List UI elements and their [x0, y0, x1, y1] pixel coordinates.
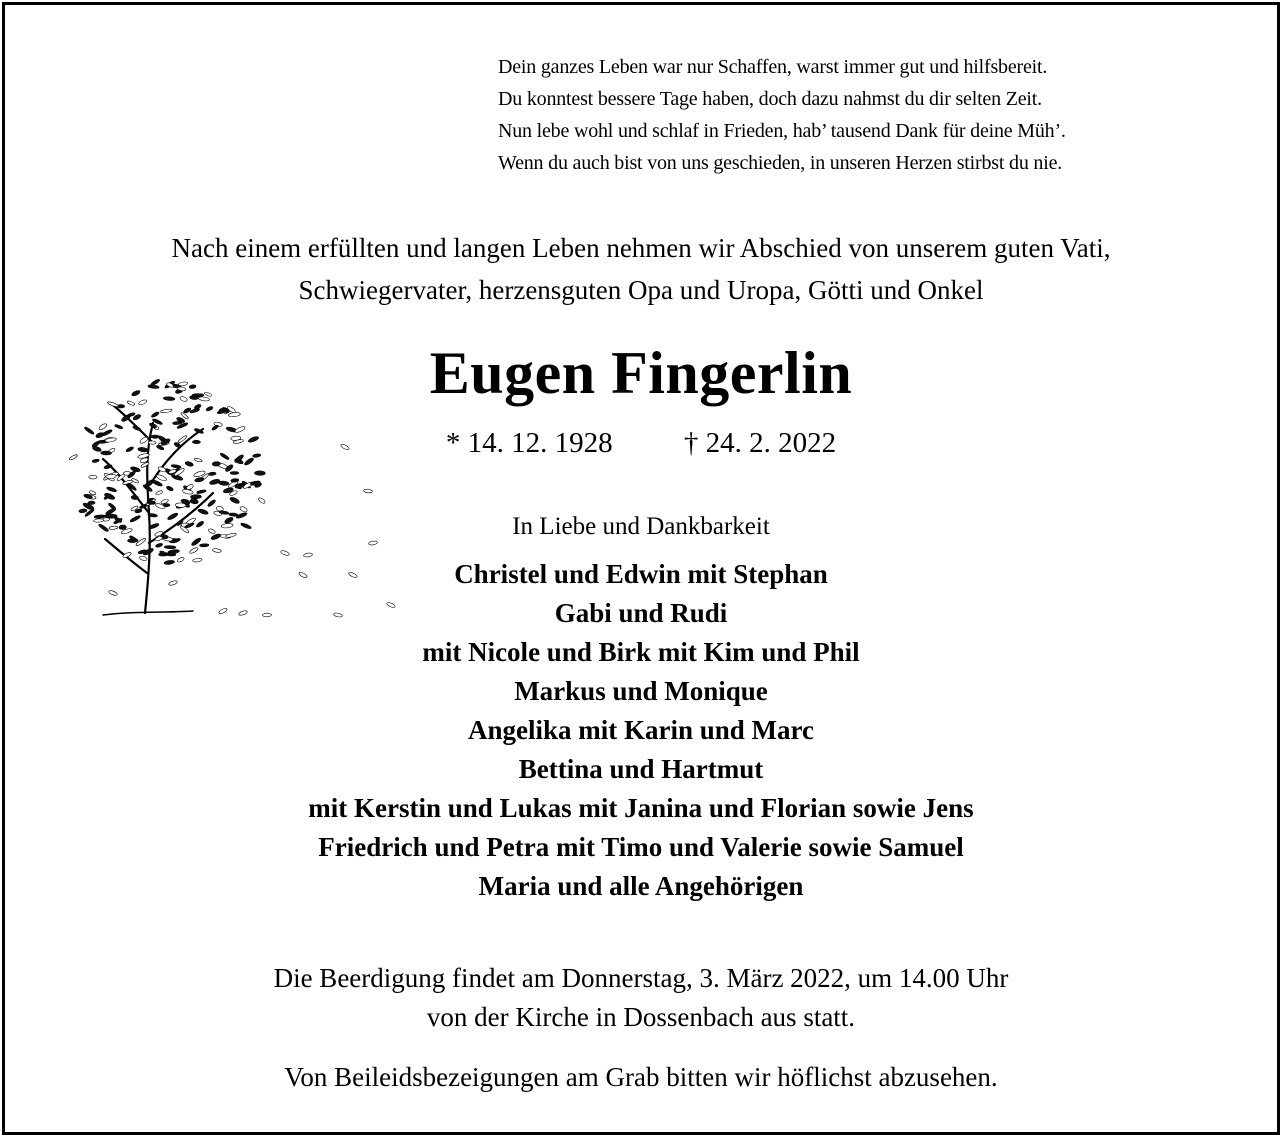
obituary-notice: [2, 2, 1280, 1135]
intro-line: Schwiegervater, herzensguten Opa und Uropa, Götti und Onkel: [298, 275, 984, 305]
deceased-name: Eugen Fingerlin: [429, 340, 853, 406]
mourner-line: Markus und Monique: [514, 676, 768, 706]
intro-line: Nach einem erfüllten und langen Leben nehmen wir Abschied von unserem guten Vati,: [171, 233, 1111, 263]
intro-text: [5, 227, 1277, 311]
life-dates: [5, 423, 1277, 463]
poem: [498, 51, 1258, 179]
mourner-line: Gabi und Rudi: [554, 598, 728, 628]
funeral-info: [5, 959, 1277, 1037]
funeral-line: Die Beerdigung findet am Donnerstag, 3. März 2022, um 14.00 Uhr: [273, 963, 1009, 993]
mourner-line: Maria und alle Angehörigen: [478, 871, 804, 901]
poem-line: Wenn du auch bist von uns geschieden, in unseren Herzen stirbst du nie.: [498, 152, 1063, 174]
funeral-line: von der Kirche in Dossenbach aus statt.: [426, 1002, 856, 1032]
mourner-line: Angelika mit Karin und Marc: [467, 715, 815, 745]
mourner-line: Friedrich und Petra mit Timo und Valerie sowie Samuel: [318, 832, 964, 862]
birth-date: * 14. 12. 1928: [445, 427, 613, 459]
mourner-line: Christel und Edwin mit Stephan: [454, 559, 828, 589]
poem-line: Nun lebe wohl und schlaf in Frieden, hab’ tausend Dank für deine Müh’.: [498, 120, 1066, 142]
death-date: † 24. 2. 2022: [683, 427, 837, 459]
mourner-line: mit Nicole und Birk mit Kim und Phil: [422, 637, 860, 667]
mourners-list: [5, 555, 1277, 906]
mourner-line: Bettina und Hartmut: [518, 754, 764, 784]
mourner-line: mit Kerstin und Lukas mit Janina und Florian sowie Jens: [308, 793, 974, 823]
dedication: In Liebe und Dankbarkeit: [512, 513, 770, 540]
poem-line: Du konntest bessere Tage haben, doch dazu nahmst du dir selten Zeit.: [498, 88, 1042, 110]
condolence-note: Von Beileidsbezeigungen am Grab bitten wir höflichst abzusehen.: [284, 1062, 998, 1092]
poem-line: Dein ganzes Leben war nur Schaffen, warst immer gut und hilfsbereit.: [498, 56, 1048, 78]
